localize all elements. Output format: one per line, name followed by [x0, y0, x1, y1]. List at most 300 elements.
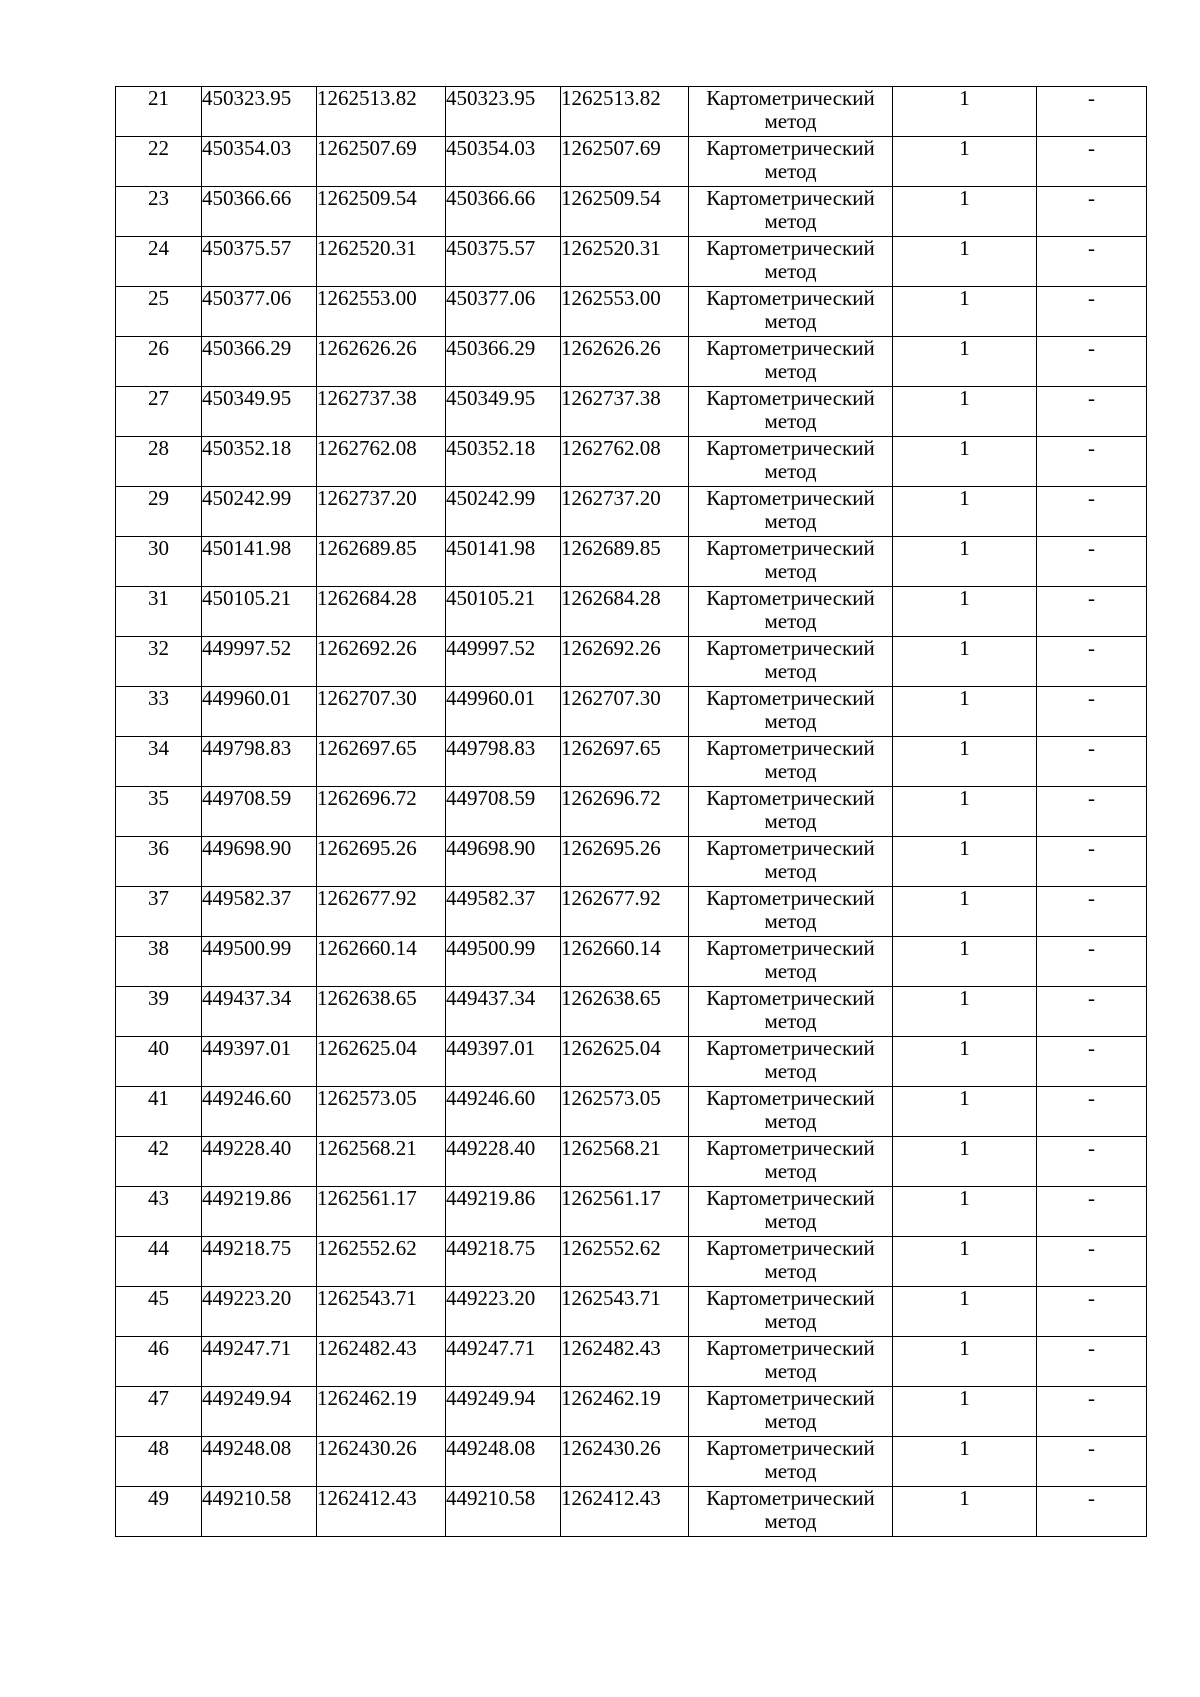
method-line-2: метод: [764, 309, 817, 333]
x-coordinate-cell: 450105.21: [446, 587, 561, 637]
x-coordinate-cell: 449219.86: [446, 1187, 561, 1237]
point-number-cell: 44: [116, 1237, 202, 1287]
y-coordinate-cell: 1262509.54: [317, 187, 446, 237]
table-row: [116, 1187, 1147, 1237]
method-line-1: Картометрический: [706, 186, 875, 210]
method-line-2: метод: [764, 859, 817, 883]
table-row: [116, 537, 1147, 587]
point-number-cell: 21: [116, 87, 202, 137]
x-coordinate-cell: 449437.34: [446, 987, 561, 1037]
note-cell: -: [1037, 587, 1147, 637]
method-cell: [689, 937, 893, 987]
note-cell: -: [1037, 137, 1147, 187]
method-cell: [689, 637, 893, 687]
accuracy-cell: 1: [893, 537, 1037, 587]
table-row: [116, 1337, 1147, 1387]
x-coordinate-cell: 449228.40: [446, 1137, 561, 1187]
method-line-1: Картометрический: [706, 1186, 875, 1210]
method-cell: [689, 1237, 893, 1287]
y-coordinate-cell: 1262695.26: [317, 837, 446, 887]
method-line-1: Картометрический: [706, 1286, 875, 1310]
method-line-2: метод: [764, 1159, 817, 1183]
method-line-1: Картометрический: [706, 136, 875, 160]
method-line-2: метод: [764, 1459, 817, 1483]
method-cell: [689, 337, 893, 387]
document-page: [115, 86, 1146, 1537]
y-coordinate-cell: 1262638.65: [561, 987, 689, 1037]
note-cell: -: [1037, 87, 1147, 137]
point-number-cell: 35: [116, 787, 202, 837]
point-number-cell: 30: [116, 537, 202, 587]
y-coordinate-cell: 1262553.00: [561, 287, 689, 337]
x-coordinate-cell: 449798.83: [446, 737, 561, 787]
x-coordinate-cell: 449249.94: [202, 1387, 317, 1437]
y-coordinate-cell: 1262482.43: [317, 1337, 446, 1387]
note-cell: -: [1037, 537, 1147, 587]
table-row: [116, 1137, 1147, 1187]
method-cell: [689, 387, 893, 437]
method-cell: [689, 287, 893, 337]
accuracy-cell: 1: [893, 1237, 1037, 1287]
method-line-2: метод: [764, 1409, 817, 1433]
method-cell: [689, 887, 893, 937]
x-coordinate-cell: 449246.60: [202, 1087, 317, 1137]
method-cell: [689, 137, 893, 187]
point-number-cell: 27: [116, 387, 202, 437]
x-coordinate-cell: 450323.95: [202, 87, 317, 137]
accuracy-cell: 1: [893, 137, 1037, 187]
y-coordinate-cell: 1262509.54: [561, 187, 689, 237]
accuracy-cell: 1: [893, 237, 1037, 287]
point-number-cell: 34: [116, 737, 202, 787]
method-line-2: метод: [764, 1509, 817, 1533]
x-coordinate-cell: 450377.06: [446, 287, 561, 337]
y-coordinate-cell: 1262430.26: [317, 1437, 446, 1487]
method-line-1: Картометрический: [706, 586, 875, 610]
y-coordinate-cell: 1262684.28: [317, 587, 446, 637]
y-coordinate-cell: 1262677.92: [317, 887, 446, 937]
y-coordinate-cell: 1262625.04: [317, 1037, 446, 1087]
y-coordinate-cell: 1262520.31: [317, 237, 446, 287]
accuracy-cell: 1: [893, 687, 1037, 737]
y-coordinate-cell: 1262689.85: [317, 537, 446, 587]
note-cell: -: [1037, 437, 1147, 487]
method-line-1: Картометрический: [706, 386, 875, 410]
method-cell: [689, 1287, 893, 1337]
x-coordinate-cell: 450352.18: [202, 437, 317, 487]
y-coordinate-cell: 1262543.71: [561, 1287, 689, 1337]
y-coordinate-cell: 1262684.28: [561, 587, 689, 637]
accuracy-cell: 1: [893, 837, 1037, 887]
table-row: [116, 787, 1147, 837]
x-coordinate-cell: 449247.71: [446, 1337, 561, 1387]
method-line-2: метод: [764, 1009, 817, 1033]
x-coordinate-cell: 449397.01: [446, 1037, 561, 1087]
point-number-cell: 46: [116, 1337, 202, 1387]
note-cell: -: [1037, 987, 1147, 1037]
y-coordinate-cell: 1262660.14: [561, 937, 689, 987]
accuracy-cell: 1: [893, 1087, 1037, 1137]
x-coordinate-cell: 450105.21: [202, 587, 317, 637]
method-cell: [689, 537, 893, 587]
x-coordinate-cell: 449223.20: [446, 1287, 561, 1337]
y-coordinate-cell: 1262697.65: [561, 737, 689, 787]
x-coordinate-cell: 450349.95: [202, 387, 317, 437]
y-coordinate-cell: 1262638.65: [317, 987, 446, 1037]
x-coordinate-cell: 449997.52: [446, 637, 561, 687]
accuracy-cell: 1: [893, 1137, 1037, 1187]
point-number-cell: 42: [116, 1137, 202, 1187]
point-number-cell: 49: [116, 1487, 202, 1537]
note-cell: -: [1037, 1287, 1147, 1337]
x-coordinate-cell: 449246.60: [446, 1087, 561, 1137]
point-number-cell: 26: [116, 337, 202, 387]
method-line-2: метод: [764, 759, 817, 783]
note-cell: -: [1037, 187, 1147, 237]
method-line-2: метод: [764, 559, 817, 583]
y-coordinate-cell: 1262625.04: [561, 1037, 689, 1087]
x-coordinate-cell: 449397.01: [202, 1037, 317, 1087]
accuracy-cell: 1: [893, 337, 1037, 387]
y-coordinate-cell: 1262737.38: [561, 387, 689, 437]
x-coordinate-cell: 450366.66: [446, 187, 561, 237]
method-cell: [689, 587, 893, 637]
y-coordinate-cell: 1262412.43: [317, 1487, 446, 1537]
x-coordinate-cell: 449708.59: [202, 787, 317, 837]
x-coordinate-cell: 450354.03: [202, 137, 317, 187]
method-line-2: метод: [764, 109, 817, 133]
y-coordinate-cell: 1262660.14: [317, 937, 446, 987]
method-cell: [689, 737, 893, 787]
method-line-2: метод: [764, 459, 817, 483]
method-cell: [689, 1137, 893, 1187]
method-line-2: метод: [764, 1259, 817, 1283]
x-coordinate-cell: 450352.18: [446, 437, 561, 487]
method-line-1: Картометрический: [706, 286, 875, 310]
y-coordinate-cell: 1262462.19: [317, 1387, 446, 1437]
x-coordinate-cell: 449210.58: [446, 1487, 561, 1537]
note-cell: -: [1037, 787, 1147, 837]
method-line-1: Картометрический: [706, 786, 875, 810]
table-row: [116, 87, 1147, 137]
point-number-cell: 23: [116, 187, 202, 237]
x-coordinate-cell: 449247.71: [202, 1337, 317, 1387]
method-cell: [689, 687, 893, 737]
method-line-1: Картометрический: [706, 936, 875, 960]
x-coordinate-cell: 450354.03: [446, 137, 561, 187]
method-line-2: метод: [764, 959, 817, 983]
coordinates-table-body: [116, 87, 1147, 1537]
method-line-2: метод: [764, 709, 817, 733]
y-coordinate-cell: 1262692.26: [561, 637, 689, 687]
table-row: [116, 387, 1147, 437]
x-coordinate-cell: 449228.40: [202, 1137, 317, 1187]
y-coordinate-cell: 1262520.31: [561, 237, 689, 287]
x-coordinate-cell: 450141.98: [446, 537, 561, 587]
method-line-1: Картометрический: [706, 636, 875, 660]
point-number-cell: 24: [116, 237, 202, 287]
method-cell: [689, 237, 893, 287]
method-cell: [689, 1337, 893, 1387]
x-coordinate-cell: 449210.58: [202, 1487, 317, 1537]
note-cell: -: [1037, 487, 1147, 537]
accuracy-cell: 1: [893, 1187, 1037, 1237]
y-coordinate-cell: 1262561.17: [317, 1187, 446, 1237]
table-row: [116, 1287, 1147, 1337]
point-number-cell: 38: [116, 937, 202, 987]
y-coordinate-cell: 1262561.17: [561, 1187, 689, 1237]
y-coordinate-cell: 1262507.69: [561, 137, 689, 187]
y-coordinate-cell: 1262689.85: [561, 537, 689, 587]
accuracy-cell: 1: [893, 787, 1037, 837]
x-coordinate-cell: 449218.75: [446, 1237, 561, 1287]
method-line-1: Картометрический: [706, 86, 875, 110]
method-line-1: Картометрический: [706, 686, 875, 710]
x-coordinate-cell: 450366.29: [202, 337, 317, 387]
accuracy-cell: 1: [893, 387, 1037, 437]
note-cell: -: [1037, 287, 1147, 337]
accuracy-cell: 1: [893, 1037, 1037, 1087]
y-coordinate-cell: 1262543.71: [317, 1287, 446, 1337]
y-coordinate-cell: 1262507.69: [317, 137, 446, 187]
y-coordinate-cell: 1262692.26: [317, 637, 446, 687]
x-coordinate-cell: 449708.59: [446, 787, 561, 837]
note-cell: -: [1037, 387, 1147, 437]
x-coordinate-cell: 450366.66: [202, 187, 317, 237]
accuracy-cell: 1: [893, 187, 1037, 237]
x-coordinate-cell: 449960.01: [446, 687, 561, 737]
table-row: [116, 887, 1147, 937]
note-cell: -: [1037, 687, 1147, 737]
note-cell: -: [1037, 337, 1147, 387]
x-coordinate-cell: 449582.37: [446, 887, 561, 937]
method-cell: [689, 1187, 893, 1237]
method-line-1: Картометрический: [706, 1036, 875, 1060]
method-line-2: метод: [764, 809, 817, 833]
y-coordinate-cell: 1262737.38: [317, 387, 446, 437]
method-cell: [689, 487, 893, 537]
accuracy-cell: 1: [893, 937, 1037, 987]
method-line-2: метод: [764, 259, 817, 283]
y-coordinate-cell: 1262707.30: [561, 687, 689, 737]
y-coordinate-cell: 1262697.65: [317, 737, 446, 787]
table-row: [116, 587, 1147, 637]
y-coordinate-cell: 1262695.26: [561, 837, 689, 887]
method-cell: [689, 1487, 893, 1537]
point-number-cell: 32: [116, 637, 202, 687]
note-cell: -: [1037, 737, 1147, 787]
point-number-cell: 33: [116, 687, 202, 737]
note-cell: -: [1037, 1437, 1147, 1487]
point-number-cell: 40: [116, 1037, 202, 1087]
method-line-1: Картометрический: [706, 436, 875, 460]
x-coordinate-cell: 449698.90: [446, 837, 561, 887]
note-cell: -: [1037, 1087, 1147, 1137]
x-coordinate-cell: 450349.95: [446, 387, 561, 437]
table-row: [116, 937, 1147, 987]
x-coordinate-cell: 450366.29: [446, 337, 561, 387]
method-cell: [689, 1387, 893, 1437]
method-line-2: метод: [764, 909, 817, 933]
point-number-cell: 39: [116, 987, 202, 1037]
coordinates-table: [115, 86, 1147, 1537]
method-line-1: Картометрический: [706, 1386, 875, 1410]
note-cell: -: [1037, 1187, 1147, 1237]
y-coordinate-cell: 1262430.26: [561, 1437, 689, 1487]
table-row: [116, 1237, 1147, 1287]
y-coordinate-cell: 1262696.72: [317, 787, 446, 837]
method-line-2: метод: [764, 409, 817, 433]
method-line-1: Картометрический: [706, 1336, 875, 1360]
method-line-1: Картометрический: [706, 486, 875, 510]
table-row: [116, 137, 1147, 187]
y-coordinate-cell: 1262737.20: [561, 487, 689, 537]
point-number-cell: 22: [116, 137, 202, 187]
x-coordinate-cell: 449798.83: [202, 737, 317, 787]
method-line-1: Картометрический: [706, 1086, 875, 1110]
table-row: [116, 237, 1147, 287]
method-line-2: метод: [764, 1059, 817, 1083]
point-number-cell: 48: [116, 1437, 202, 1487]
table-row: [116, 337, 1147, 387]
y-coordinate-cell: 1262482.43: [561, 1337, 689, 1387]
y-coordinate-cell: 1262552.62: [561, 1237, 689, 1287]
x-coordinate-cell: 449248.08: [202, 1437, 317, 1487]
method-cell: [689, 987, 893, 1037]
note-cell: -: [1037, 637, 1147, 687]
point-number-cell: 47: [116, 1387, 202, 1437]
method-line-2: метод: [764, 159, 817, 183]
y-coordinate-cell: 1262462.19: [561, 1387, 689, 1437]
y-coordinate-cell: 1262552.62: [317, 1237, 446, 1287]
accuracy-cell: 1: [893, 1437, 1037, 1487]
method-line-2: метод: [764, 1309, 817, 1333]
note-cell: -: [1037, 1337, 1147, 1387]
y-coordinate-cell: 1262568.21: [317, 1137, 446, 1187]
method-line-2: метод: [764, 209, 817, 233]
accuracy-cell: 1: [893, 1487, 1037, 1537]
table-row: [116, 837, 1147, 887]
accuracy-cell: 1: [893, 637, 1037, 687]
y-coordinate-cell: 1262677.92: [561, 887, 689, 937]
accuracy-cell: 1: [893, 437, 1037, 487]
accuracy-cell: 1: [893, 1337, 1037, 1387]
method-line-1: Картометрический: [706, 1486, 875, 1510]
x-coordinate-cell: 449218.75: [202, 1237, 317, 1287]
table-row: [116, 1487, 1147, 1537]
x-coordinate-cell: 449249.94: [446, 1387, 561, 1437]
method-line-2: метод: [764, 509, 817, 533]
method-line-2: метод: [764, 1109, 817, 1133]
method-line-1: Картометрический: [706, 886, 875, 910]
note-cell: -: [1037, 1237, 1147, 1287]
x-coordinate-cell: 449223.20: [202, 1287, 317, 1337]
method-line-1: Картометрический: [706, 1136, 875, 1160]
note-cell: -: [1037, 937, 1147, 987]
x-coordinate-cell: 449997.52: [202, 637, 317, 687]
x-coordinate-cell: 449698.90: [202, 837, 317, 887]
note-cell: -: [1037, 237, 1147, 287]
method-line-1: Картометрический: [706, 986, 875, 1010]
y-coordinate-cell: 1262513.82: [561, 87, 689, 137]
method-line-1: Картометрический: [706, 1436, 875, 1460]
y-coordinate-cell: 1262707.30: [317, 687, 446, 737]
accuracy-cell: 1: [893, 87, 1037, 137]
note-cell: -: [1037, 1387, 1147, 1437]
table-row: [116, 687, 1147, 737]
method-cell: [689, 437, 893, 487]
method-line-1: Картометрический: [706, 836, 875, 860]
table-row: [116, 287, 1147, 337]
method-line-1: Картометрический: [706, 736, 875, 760]
table-row: [116, 187, 1147, 237]
table-row: [116, 1387, 1147, 1437]
y-coordinate-cell: 1262553.00: [317, 287, 446, 337]
method-line-2: метод: [764, 609, 817, 633]
point-number-cell: 43: [116, 1187, 202, 1237]
y-coordinate-cell: 1262568.21: [561, 1137, 689, 1187]
method-line-1: Картометрический: [706, 336, 875, 360]
y-coordinate-cell: 1262573.05: [561, 1087, 689, 1137]
method-line-1: Картометрический: [706, 236, 875, 260]
accuracy-cell: 1: [893, 487, 1037, 537]
note-cell: -: [1037, 1137, 1147, 1187]
method-line-2: метод: [764, 659, 817, 683]
method-cell: [689, 87, 893, 137]
x-coordinate-cell: 450375.57: [202, 237, 317, 287]
y-coordinate-cell: 1262626.26: [317, 337, 446, 387]
x-coordinate-cell: 449582.37: [202, 887, 317, 937]
method-line-1: Картометрический: [706, 536, 875, 560]
point-number-cell: 36: [116, 837, 202, 887]
accuracy-cell: 1: [893, 287, 1037, 337]
x-coordinate-cell: 450242.99: [202, 487, 317, 537]
method-cell: [689, 837, 893, 887]
accuracy-cell: 1: [893, 737, 1037, 787]
point-number-cell: 41: [116, 1087, 202, 1137]
method-cell: [689, 1087, 893, 1137]
y-coordinate-cell: 1262412.43: [561, 1487, 689, 1537]
note-cell: -: [1037, 1487, 1147, 1537]
method-line-2: метод: [764, 359, 817, 383]
x-coordinate-cell: 449437.34: [202, 987, 317, 1037]
x-coordinate-cell: 450323.95: [446, 87, 561, 137]
table-row: [116, 1037, 1147, 1087]
x-coordinate-cell: 449248.08: [446, 1437, 561, 1487]
method-line-2: метод: [764, 1209, 817, 1233]
y-coordinate-cell: 1262696.72: [561, 787, 689, 837]
y-coordinate-cell: 1262762.08: [317, 437, 446, 487]
method-cell: [689, 787, 893, 837]
point-number-cell: 45: [116, 1287, 202, 1337]
method-cell: [689, 1037, 893, 1087]
method-cell: [689, 187, 893, 237]
x-coordinate-cell: 450377.06: [202, 287, 317, 337]
y-coordinate-cell: 1262573.05: [317, 1087, 446, 1137]
x-coordinate-cell: 449500.99: [446, 937, 561, 987]
table-row: [116, 987, 1147, 1037]
table-row: [116, 637, 1147, 687]
method-line-1: Картометрический: [706, 1236, 875, 1260]
point-number-cell: 29: [116, 487, 202, 537]
point-number-cell: 28: [116, 437, 202, 487]
y-coordinate-cell: 1262737.20: [317, 487, 446, 537]
table-row: [116, 737, 1147, 787]
x-coordinate-cell: 449960.01: [202, 687, 317, 737]
method-cell: [689, 1437, 893, 1487]
note-cell: -: [1037, 887, 1147, 937]
accuracy-cell: 1: [893, 887, 1037, 937]
